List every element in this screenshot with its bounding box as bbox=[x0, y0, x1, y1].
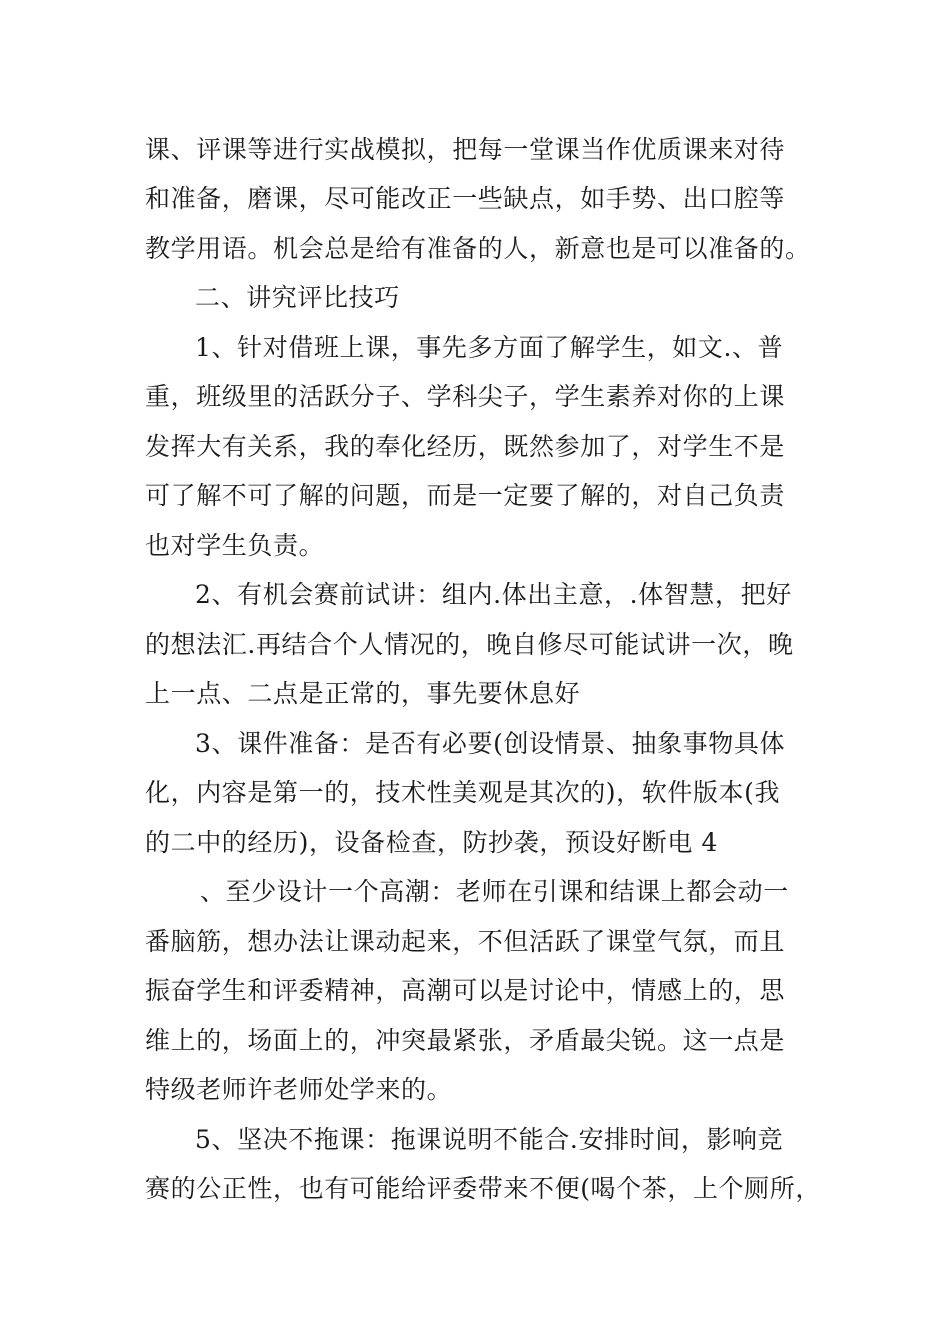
text-line: 可了解不可了解的问题，而是一定要了解的，对自己负责 bbox=[145, 481, 786, 510]
text-line: 重，班级里的活跃分子、学科尖子，学生素养对你的上课 bbox=[145, 382, 786, 411]
text-line: 、至少设计一个高潮：老师在引课和结课上都会动一 bbox=[200, 877, 789, 906]
text-line: 的想法汇.再结合个人情况的，晚自修尽可能试讲一次，晚 bbox=[145, 630, 794, 659]
text-line: 和准备，磨课，尽可能改正一些缺点，如手势、出口腔等 bbox=[145, 184, 786, 213]
text-line: 课、评课等进行实战模拟，把每一堂课当作优质课来对待 bbox=[145, 135, 786, 164]
text-line: 赛的公正性，也有可能给评委带来不便(喝个茶，上个厕所， bbox=[145, 1174, 821, 1203]
text-line: 振奋学生和评委精神，高潮可以是讨论中，情感上的，思 bbox=[145, 976, 786, 1005]
section-heading: 二、讲究评比技巧 bbox=[195, 283, 400, 312]
text-line: 化，内容是第一的，技术性美观是其次的)，软件版本(我 bbox=[145, 778, 781, 807]
text-line: 特级老师许老师处学来的。 bbox=[145, 1075, 453, 1104]
text-line: 番脑筋，想办法让课动起来，不但活跃了课堂气氛，而且 bbox=[145, 927, 786, 956]
text-line: 2、有机会赛前试讲：组内.体出主意，.体智慧，把好 bbox=[195, 580, 792, 609]
text-line: 发挥大有关系，我的奉化经历，既然参加了，对学生不是 bbox=[145, 432, 786, 461]
text-line: 上一点、二点是正常的，事先要休息好 bbox=[145, 679, 581, 708]
text-line: 维上的，场面上的，冲突最紧张，矛盾最尖锐。这一点是 bbox=[145, 1026, 786, 1055]
text-line: 3、课件准备：是否有必要(创设情景、抽象事物具体 bbox=[195, 729, 786, 758]
text-line: 1、针对借班上课，事先多方面了解学生，如文.、普 bbox=[195, 333, 784, 362]
text-line: 5、坚决不拖课：拖课说明不能合.安排时间，影响竞 bbox=[195, 1125, 784, 1154]
text-line: 教学用语。机会总是给有准备的人，新意也是可以准备的。 bbox=[145, 234, 811, 263]
text-line: 的二中的经历)，设备检查，防抄袭，预设好断电 4 bbox=[145, 828, 719, 857]
text-line: 也对学生负责。 bbox=[145, 531, 325, 560]
